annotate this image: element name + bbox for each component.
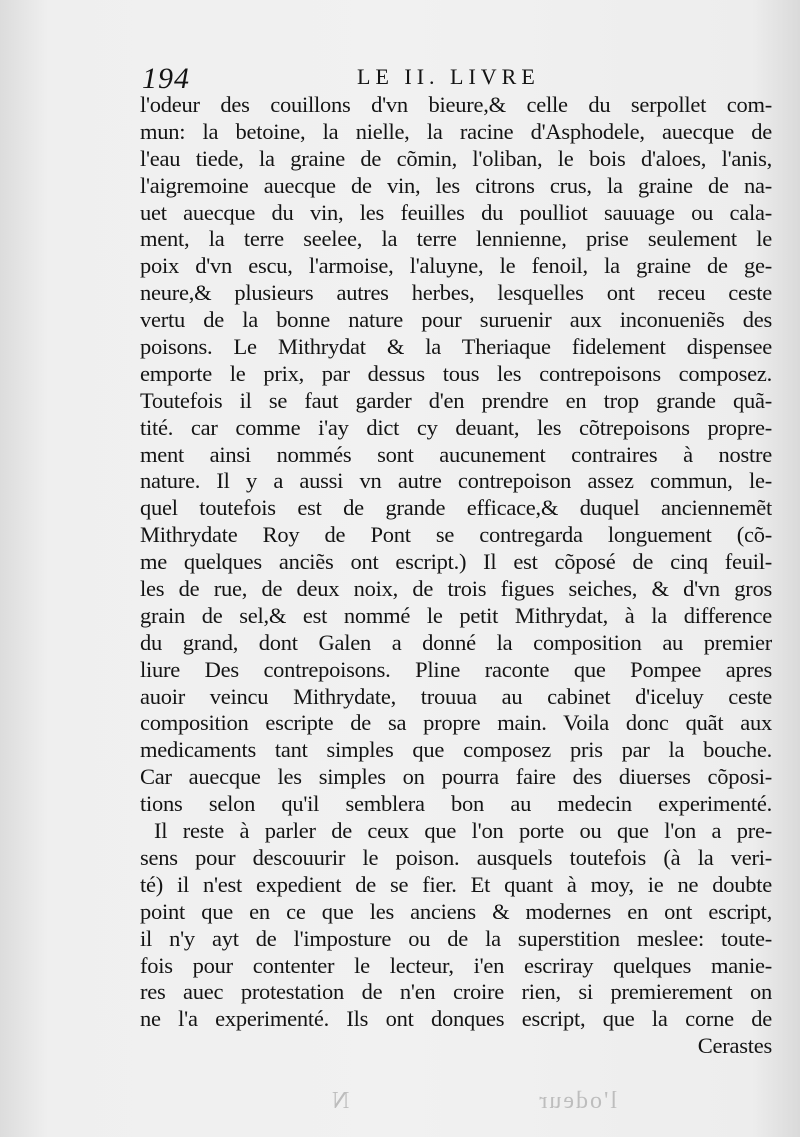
text-line: nature. Il y a aussi vn autre contrepoison assez commun, le- [140, 468, 772, 494]
paragraph-start-line: Il reste à parler de ceux que l'on porte ou que l'on a pre- [154, 818, 772, 844]
text-line: neure,& plusieurs autres herbes, lesquelles ont receu ceste [140, 280, 772, 306]
text-line: mun: la betoine, la nielle, la racine d'Asphodele, auecque de [140, 118, 772, 144]
text-line: tité. car comme i'ay dict cy deuant, les cõtrepoisons propre- [140, 414, 772, 440]
text-line: Mithrydate Roy de Pont se contregarda longuement (cõ- [140, 522, 772, 548]
bleed-through-word: N [330, 1088, 350, 1114]
text-line: tions selon qu'il semblera bon au medecin experimenté. [140, 791, 772, 817]
text-line: ne l'a experimenté. Ils ont donques escript, que la corne de [140, 1006, 772, 1032]
text-line: l'odeur des couillons d'vn bieure,& celle du serpollet com- [140, 92, 772, 117]
page-number: 194 [142, 62, 190, 95]
text-line: ment, la terre seelee, la terre lennienne, prise seulement le [140, 226, 772, 252]
text-line: liure Des contrepoisons. Pline raconte que Pompee apres [140, 656, 772, 682]
text-line: grain de sel,& est nommé le petit Mithrydat, à la difference [140, 602, 772, 628]
text-line: poix d'vn escu, l'armoise, l'aluyne, le fenoil, la graine de ge- [140, 253, 772, 279]
page-header [142, 58, 740, 95]
text-line: ment ainsi nommés sont aucunement contraires à nostre [140, 441, 772, 467]
bleed-through-text [150, 1088, 617, 1115]
text-line: fois pour contenter le lecteur, i'en escriray quelques manie- [140, 952, 772, 978]
text-line: l'eau tiede, la graine de cõmin, l'oliban, le bois d'aloes, l'anis, [140, 145, 772, 171]
catchword: Cerastes [697, 1033, 772, 1059]
text-line: té) il n'est expedient de se fier. Et quant à moy, ie ne doubte [140, 871, 772, 897]
text-line: vertu de la bonne nature pour suruenir aux inconueniẽs des [140, 307, 772, 333]
text-line: Car auecque les simples on pourra faire des diuerses cõposi- [140, 764, 772, 790]
text-line: quel toutefois est de grande efficace,& duquel anciennemẽt [140, 495, 772, 521]
text-line: auoir veincu Mithrydate, trouua au cabinet d'iceluy ceste [140, 683, 772, 709]
text-line: du grand, dont Galen a donné la composition au premier [140, 629, 772, 655]
bleed-through-word: l'odeur [537, 1088, 617, 1114]
text-line: uet auecque du vin, les feuilles du poulliot sauuage ou cala- [140, 199, 772, 225]
text-line: l'aigremoine auecque de vin, les citrons crus, la graine de na- [140, 172, 772, 198]
text-line: poisons. Le Mithrydat & la Theriaque fidelement dispensee [140, 334, 772, 360]
text-line: emporte le prix, par dessus tous les contrepoisons composez. [140, 360, 772, 386]
body-text [140, 92, 772, 1060]
text-line: medicaments tant simples que composez pris par la bouche. [140, 737, 772, 763]
text-line: les de rue, de deux noix, de trois figues seiches, & d'vn gros [140, 576, 772, 602]
text-line: sens pour descouurir le poison. ausquels toutefois (à la veri- [140, 844, 772, 870]
text-line: Toutefois il se faut garder d'en prendre en trop grande quã- [140, 387, 772, 413]
text-line: point que en ce que les anciens & modernes en ont escript, [140, 898, 772, 924]
text-line: il n'y ayt de l'imposture ou de la superstition meslee: toute- [140, 925, 772, 951]
text-line: me quelques anciẽs ont escript.) Il est cõposé de cinq feuil- [140, 549, 772, 575]
text-line: composition escripte de sa propre main. Voila donc quãt aux [140, 710, 772, 736]
text-line: res auec protestation de n'en croire rien, si premierement on [140, 979, 772, 1005]
running-head: LE II. LIVRE [357, 64, 540, 89]
